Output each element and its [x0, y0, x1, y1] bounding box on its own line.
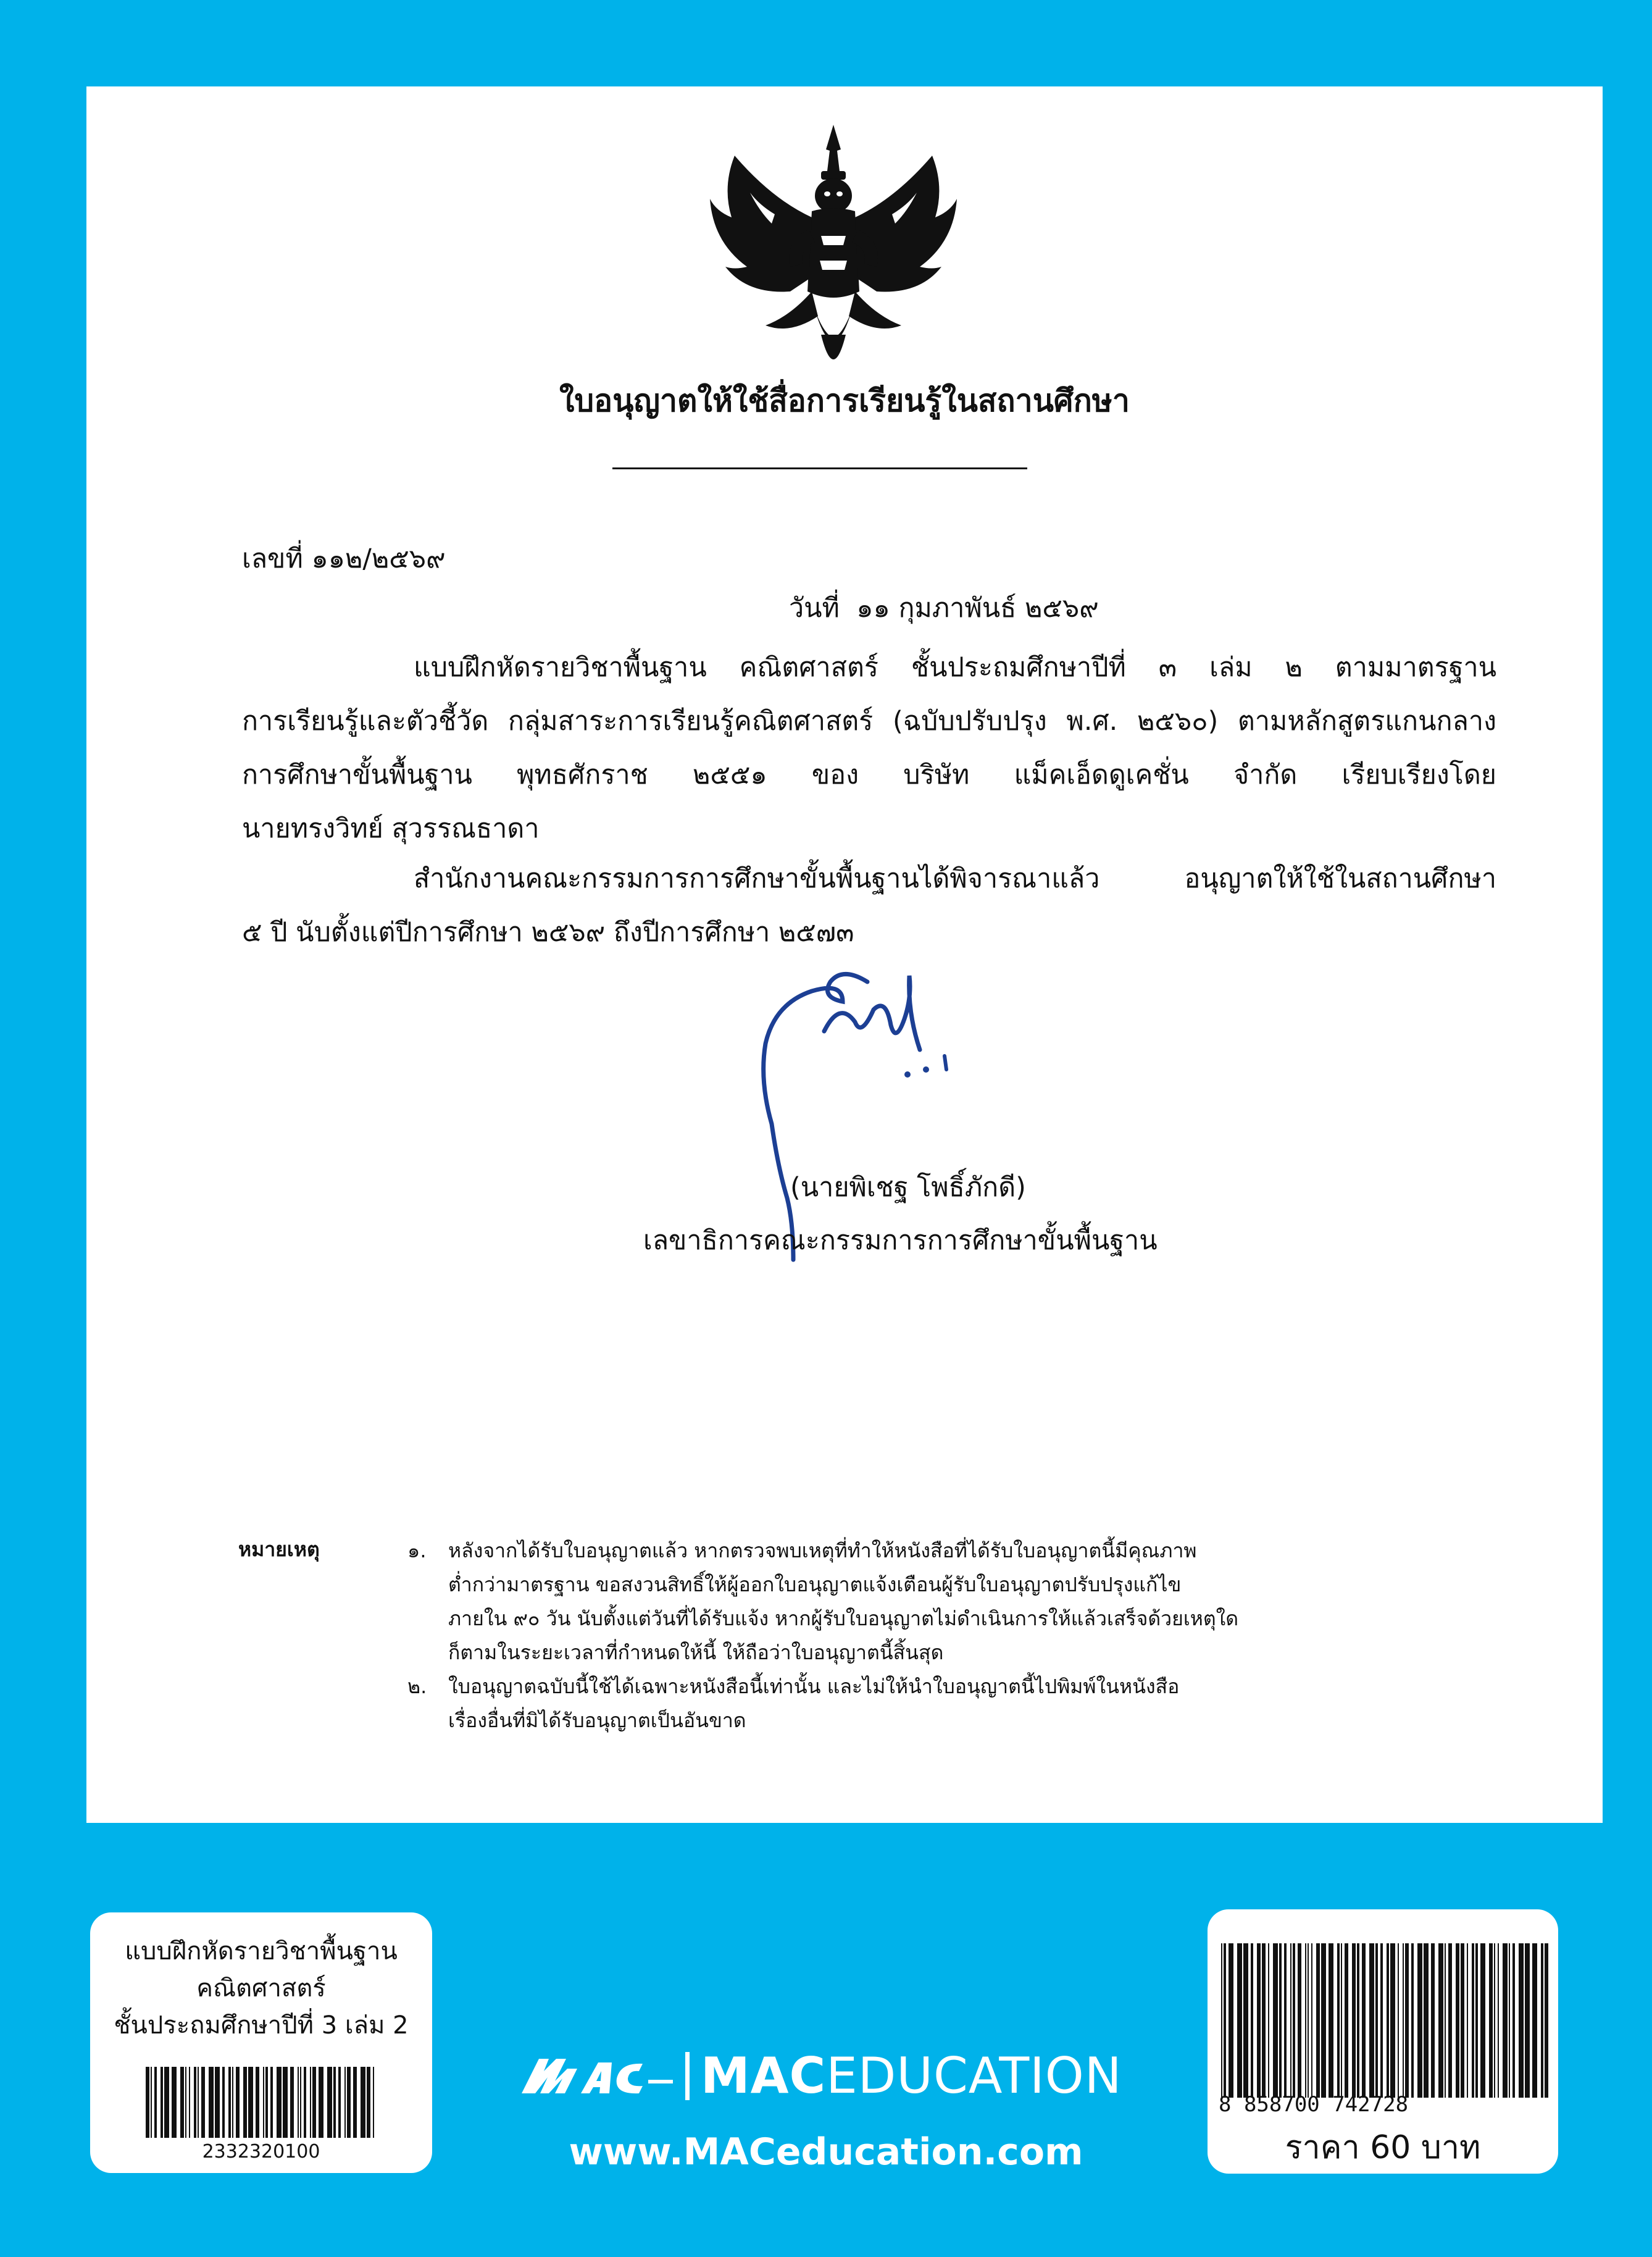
barcode-bar [180, 2067, 184, 2138]
barcode-bar [1268, 1943, 1269, 2098]
barcode-bar [1321, 1943, 1326, 2098]
note-number: ๒. [407, 1675, 427, 1698]
barcode-icon [146, 2067, 375, 2138]
barcode-bar [1445, 1943, 1446, 2098]
barcode-bar [1431, 1943, 1435, 2098]
barcode-bar [1311, 1943, 1312, 2098]
signer-position: เลขาธิการคณะกรรมการการศึกษาขั้นพื้นฐาน [643, 1225, 1158, 1256]
paragraph-line: การศึกษาขั้นพื้นฐาน พุทธศักราช ๒๕๕๑ ของ บริษัท แม็คเอ็ดดูเคชั่น จำกัด เรียบเรียงโดย [242, 760, 1496, 790]
barcode-bar [1224, 1943, 1226, 2098]
barcode-bar [1498, 1943, 1499, 2098]
barcode-bar [215, 2067, 220, 2138]
barcode-bar [1273, 1943, 1278, 2098]
barcode-bar [1345, 1943, 1348, 2098]
barcode-bar [310, 2067, 311, 2138]
ean-barcode-icon [1221, 1937, 1548, 2104]
mac-logo-icon [522, 2050, 676, 2100]
barcode-bar [1438, 1943, 1443, 2098]
license-paragraph-2 [242, 852, 1496, 960]
number-value: ๑๑๒/๒๕๖๙ [311, 543, 446, 574]
barcode-bar [1494, 1943, 1495, 2098]
barcode-bar [1475, 1943, 1478, 2098]
barcode-bar [1293, 1943, 1295, 2098]
notes-label: หมายเหตุ [238, 1538, 320, 1561]
barcode-bar [201, 2067, 205, 2138]
barcode-bar [1512, 1943, 1515, 2098]
barcode-bar [1243, 1943, 1248, 2098]
barcode-bar [1341, 1943, 1342, 2098]
notes-list [407, 1534, 1238, 1738]
barcode-bar [1509, 1943, 1510, 2098]
barcode-bar [209, 2067, 214, 2138]
barcode-bar [1424, 1943, 1429, 2098]
barcode-bar [243, 2067, 247, 2138]
barcode-bar [353, 2067, 357, 2138]
barcode-bar [263, 2067, 264, 2138]
barcode-bar [1357, 1943, 1359, 2098]
barcode-bar [298, 2067, 299, 2138]
barcode-bar [172, 2067, 177, 2138]
brand-divider [685, 2052, 690, 2100]
barcode-bar [1525, 1943, 1530, 2098]
barcode-bar [1456, 1943, 1459, 2098]
note-line: ภายใน ๙๐ วัน นับตั้งแต่วันที่ได้รับแจ้ง หากผู้รับใบอนุญาตไม่ดำเนินการให้แล้วเสร็จด้วยเหตุใด [448, 1607, 1239, 1630]
signer-name: (นายพิเชฐ โพธิ์ภักดี) [790, 1172, 1026, 1203]
barcode-bar [1489, 1943, 1493, 2098]
brand-name-light: EDUCATION [826, 2047, 1122, 2104]
barcode-bar [1298, 1943, 1301, 2098]
barcode-bar [151, 2067, 152, 2138]
barcode-bar [1308, 1943, 1309, 2098]
barcode-bar [1467, 1943, 1468, 2098]
barcode-bar [1229, 1943, 1233, 2098]
ean-number: 8 858700 742728 [1219, 2092, 1409, 2117]
paragraph-line: แบบฝึกหัดรายวิชาพื้นฐาน คณิตศาสตร์ ชั้นประถมศึกษาปีที่ ๓ เล่ม ๒ ตามมาตรฐาน [414, 652, 1496, 683]
barcode-bar [1329, 1943, 1333, 2098]
barcode-number: 2332320100 [202, 2141, 320, 2163]
barcode-bar [304, 2067, 306, 2138]
note-line: ใบอนุญาตฉบับนี้ใช้ได้เฉพาะหนังสือนี้เท่านั้น และไม่ให้นำใบอนุญาตนี้ไปพิมพ์ในหนังสือ [448, 1675, 1180, 1698]
license-document [86, 86, 1603, 1823]
barcode-bar [347, 2067, 351, 2138]
barcode-bar [1398, 1943, 1399, 2098]
barcode-bar [1541, 1943, 1543, 2098]
barcode-bar [1387, 1943, 1389, 2098]
barcode-bar [1337, 1943, 1340, 2098]
barcode-bar [290, 2067, 294, 2138]
barcode-bar [283, 2067, 288, 2138]
garuda-emblem-icon [698, 112, 969, 390]
date-label: วันที่ [789, 593, 840, 624]
barcode-bar [319, 2067, 323, 2138]
barcode-bar [1375, 1943, 1378, 2098]
paragraph-line: นายทรงวิทย์ สุวรรณธาดา [242, 813, 540, 844]
book-level: ชั้นประถมศึกษาปีที่ 3 เล่ม 2 [114, 2011, 409, 2040]
note-line: ก็ตามในระยะเวลาที่กำหนดให้นี้ ให้ถือว่าใบอนุญาตนี้สิ้นสุด [448, 1641, 944, 1664]
barcode-bar [1472, 1943, 1474, 2098]
barcode-bar [185, 2067, 186, 2138]
note-line: เรื่องอื่นที่มิได้รับอนุญาตเป็นอันขาด [448, 1709, 746, 1732]
barcode-bar [1411, 1943, 1414, 2098]
barcode-bar [1403, 1943, 1404, 2098]
barcode-bar [277, 2067, 282, 2138]
barcode-bar [194, 2067, 196, 2138]
price-card [1208, 1909, 1558, 2174]
barcode-bar [256, 2067, 259, 2138]
barcode-bar [1369, 1943, 1374, 2098]
barcode-bar [1257, 1943, 1261, 2098]
barcode-bar [1290, 1943, 1291, 2098]
barcode-bar [373, 2067, 374, 2138]
paragraph-line: การเรียนรู้และตัวชี้วัด กลุ่มสาระการเรียนรู้คณิตศาสตร์ (ฉบับปรับปรุง พ.ศ. ๒๕๖๐) ตามหลักสูตรแกนกลาง [242, 706, 1496, 737]
barcode-bar [1532, 1943, 1537, 2098]
barcode-bar [338, 2067, 341, 2138]
barcode-bar [1316, 1943, 1320, 2098]
barcode-bar [1448, 1943, 1452, 2098]
book-course: คณิตศาสตร์ [196, 1974, 326, 2003]
license-paragraph-1 [242, 641, 1496, 856]
barcode-bar [236, 2067, 240, 2138]
title-underline [612, 467, 1027, 469]
note-item [407, 1534, 1238, 1670]
barcode-bar [1390, 1943, 1395, 2098]
barcode-bar [1545, 1943, 1548, 2098]
publisher-brand [522, 2047, 1139, 2103]
barcode-bar [1380, 1943, 1383, 2098]
barcode-bar [1362, 1943, 1366, 2098]
barcode-bar [270, 2067, 273, 2138]
brand-name [701, 2047, 1122, 2104]
barcode-bar [1405, 1943, 1409, 2098]
paragraph-line: สำนักงานคณะกรรมการการศึกษาขั้นพื้นฐานได้พิจารณาแล้ว อนุญาตให้ใช้ในสถานศึกษา [414, 863, 1496, 894]
barcode-bar [1417, 1943, 1422, 2098]
barcode-bar [1352, 1943, 1356, 2098]
barcode-bar [222, 2067, 225, 2138]
barcode-bar [1221, 1943, 1222, 2098]
barcode-bar [1480, 1943, 1485, 2098]
barcode-bar [232, 2067, 233, 2138]
barcode-bar [198, 2067, 199, 2138]
barcode-bar [1237, 1943, 1242, 2098]
barcode-bar [265, 2067, 268, 2138]
note-number: ๑. [407, 1539, 427, 1562]
document-title: ใบอนุญาตให้ใช้สื่อการเรียนรู้ในสถานศึกษา [559, 383, 1130, 419]
document-number [242, 537, 446, 579]
barcode-bar [146, 2067, 149, 2138]
barcode-bar [1503, 1943, 1508, 2098]
publisher-url[interactable]: www.MACeducation.com [569, 2130, 1083, 2174]
date-value: ๑๑ กุมภาพันธ์ ๒๕๖๙ [856, 593, 1099, 624]
book-subject: แบบฝึกหัดรายวิชาพื้นฐาน [125, 1937, 398, 1966]
barcode-bar [228, 2067, 231, 2138]
note-line: หลังจากได้รับใบอนุญาตแล้ว หากตรวจพบเหตุที่ทำให้หนังสือที่ได้รับใบอนุญาตนี้มีคุณภาพ [448, 1539, 1197, 1562]
note-line: ต่ำกว่ามาตรฐาน ขอสงวนสิทธิ์ให้ผู้ออกใบอนุญาตแจ้งเตือนผู้รับใบอนุญาตปรับปรุงแก้ไข [448, 1573, 1182, 1596]
barcode-bar [1262, 1943, 1266, 2098]
barcode-bar [333, 2067, 336, 2138]
barcode-bar [1305, 1943, 1306, 2098]
barcode-bar [248, 2067, 253, 2138]
document-date [789, 587, 1099, 629]
number-label: เลขที่ [242, 543, 303, 574]
note-item [407, 1670, 1238, 1738]
barcode-bar [1251, 1943, 1253, 2098]
barcode-bar [361, 2067, 365, 2138]
barcode-bar [1284, 1943, 1287, 2098]
barcode-bar [189, 2067, 190, 2138]
barcode-bar [164, 2067, 169, 2138]
barcode-bar [1279, 1943, 1282, 2098]
barcode-bar [161, 2067, 163, 2138]
barcode-bar [367, 2067, 370, 2138]
barcode-bar [327, 2067, 332, 2138]
brand-name-bold: MAC [701, 2047, 827, 2104]
barcode-bar [154, 2067, 157, 2138]
barcode-bar [1461, 1943, 1464, 2098]
barcode-bar [312, 2067, 316, 2138]
barcode-bar [1519, 1943, 1524, 2098]
barcode-bar [300, 2067, 301, 2138]
barcode-bar [344, 2067, 346, 2138]
price-label: ราคา 60 บาท [1285, 2129, 1481, 2166]
paragraph-line: ๕ ปี นับตั้งแต่ปีการศึกษา ๒๕๖๙ ถึงปีการศึกษา ๒๕๗๓ [242, 917, 854, 948]
